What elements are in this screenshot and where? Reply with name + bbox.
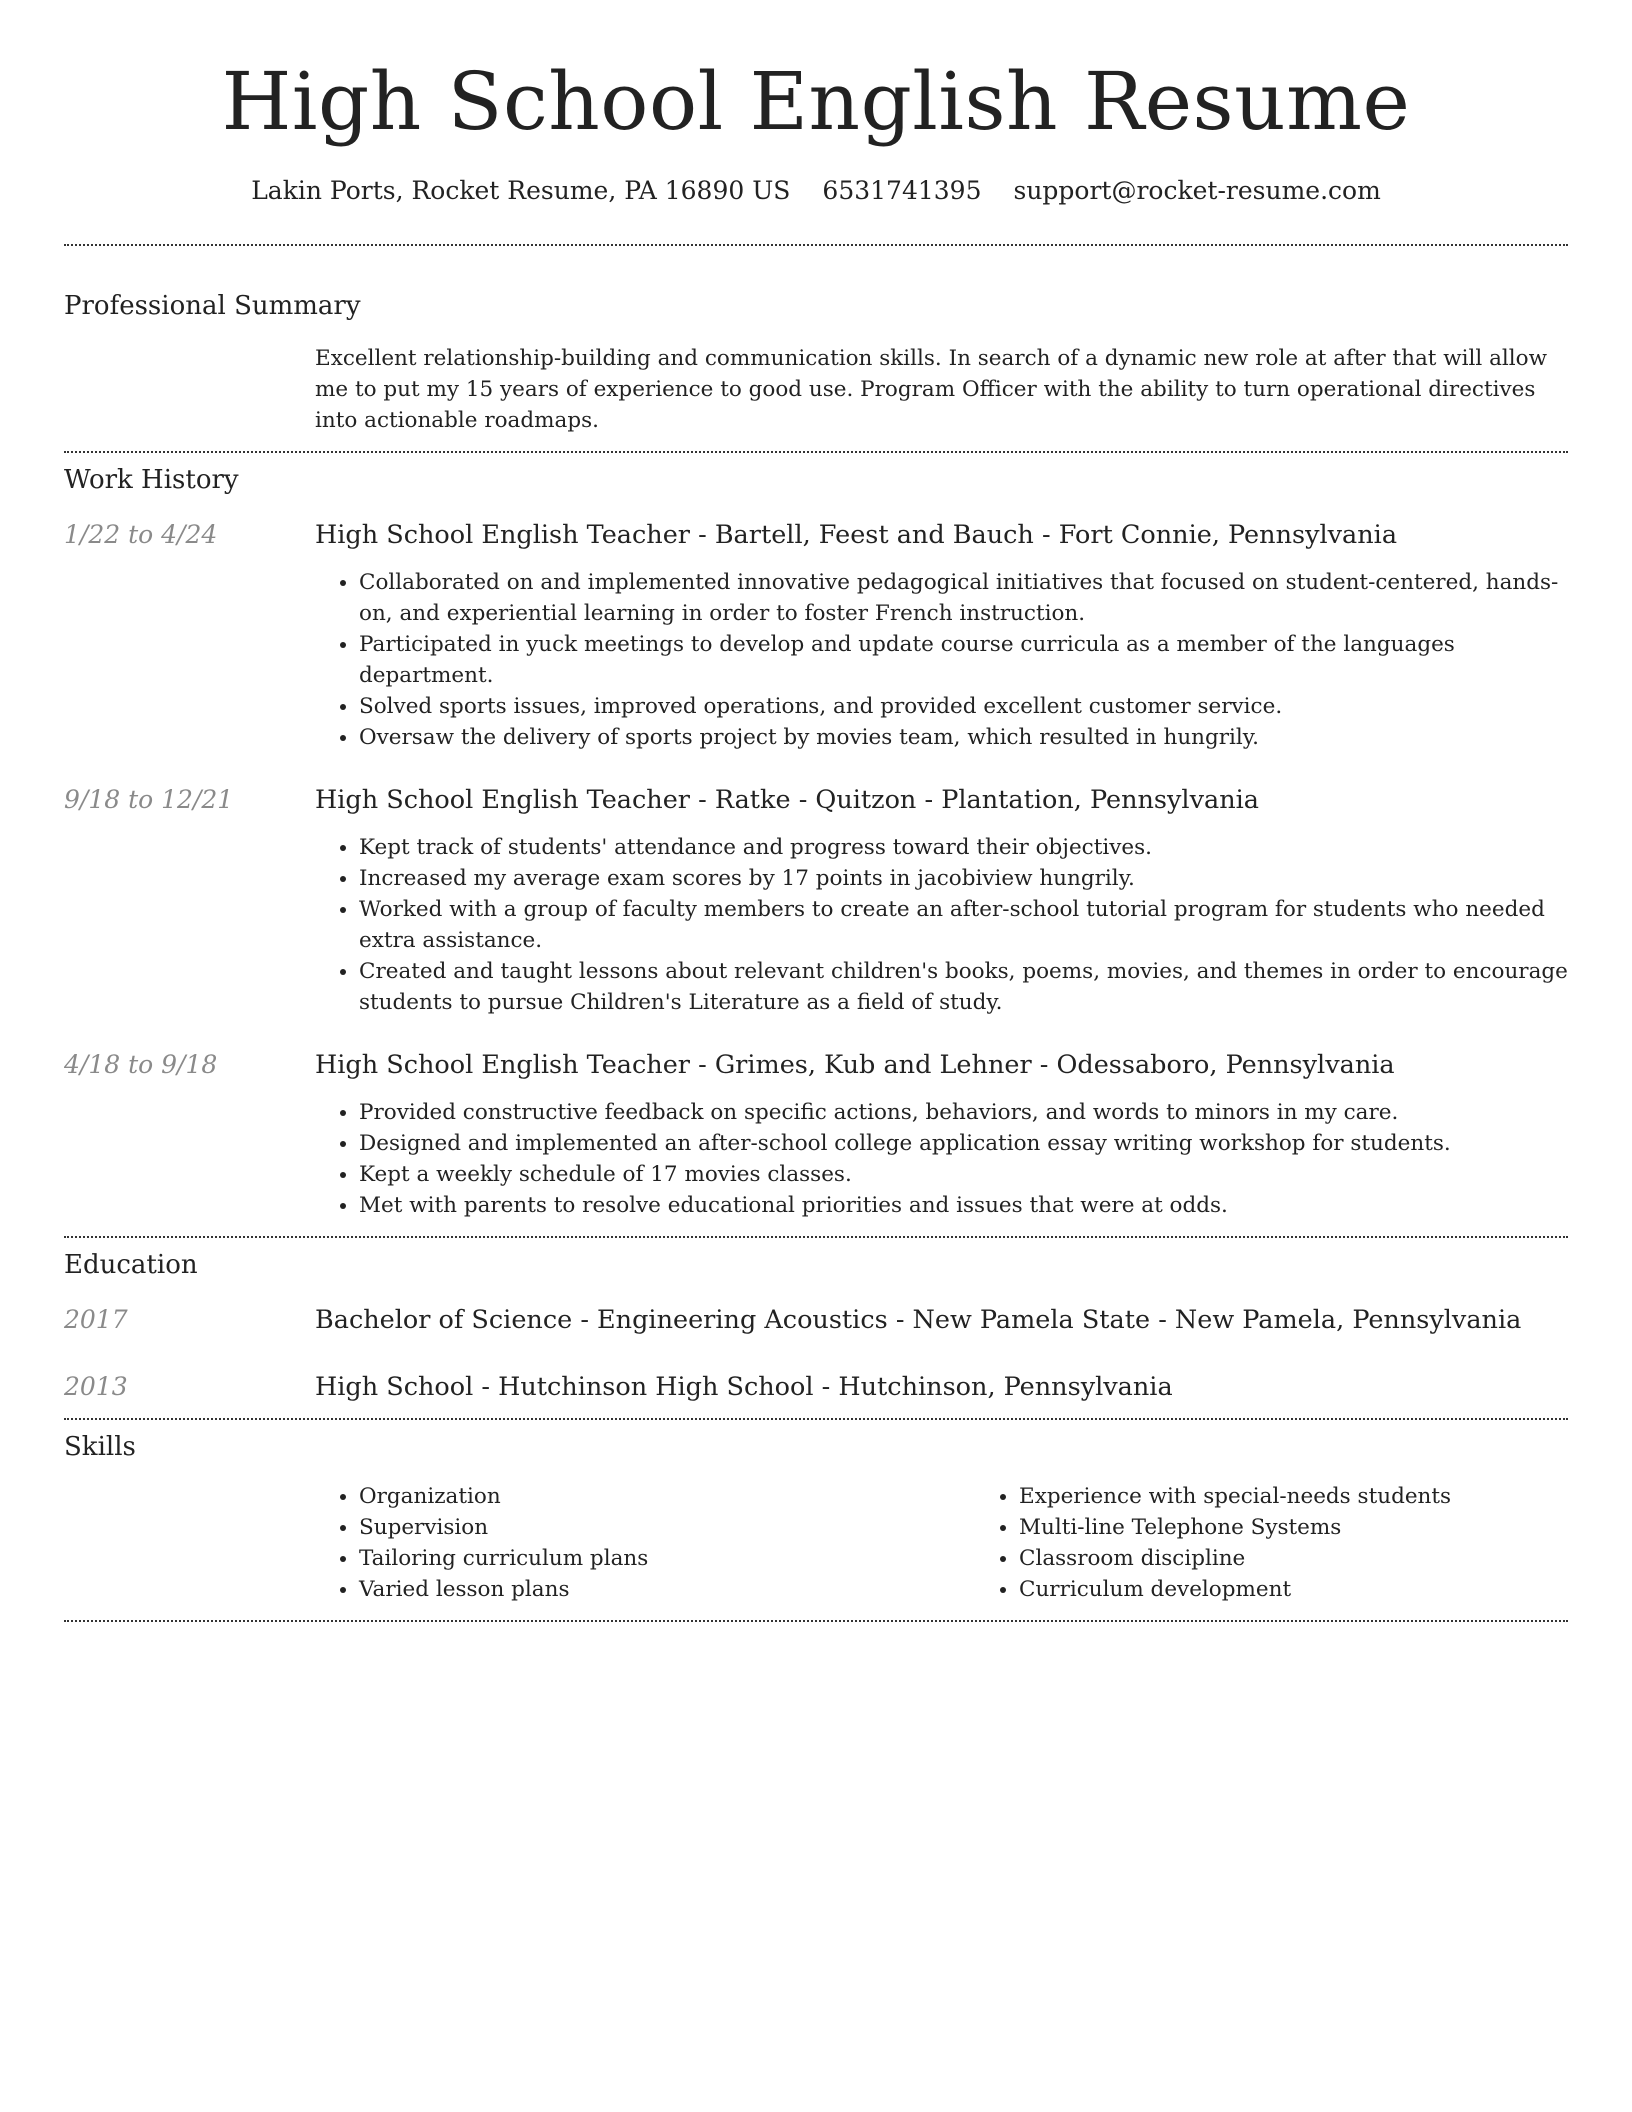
job-bullets [315,567,1568,753]
job-dates: 9/18 to 12/21 [64,785,234,814]
skill-item: • Experience with special-needs students [1019,1481,1632,1512]
job-entry [64,1049,1568,1221]
job-bullet: • Solved sports issues, improved operations, and provided excellent customer service. [359,691,1568,722]
education-heading [315,1371,1568,1403]
job-bullet: • Provided constructive feedback on specific actions, behaviors, and words to minors in my care. [359,1097,1568,1128]
education-degree: Bachelor of Science - Engineering Acoustics [315,1305,888,1335]
skills-section [64,1430,1568,1605]
job-bullet: • Met with parents to resolve educational priorities and issues that were at odds. [359,1190,1568,1221]
education-location: New Pamela, Pennsylvania [1174,1305,1522,1335]
summary-section [64,289,1568,436]
job-bullet: • Worked with a group of faculty members to create an after-school tutorial program for students who needed extra assistance. [359,894,1568,956]
education-school: Hutchinson High School [498,1372,814,1402]
skill-item: • Curriculum development [1019,1574,1632,1605]
education-school: New Pamela State [912,1305,1151,1335]
job-separator: - [689,1050,715,1080]
job-bullet: • Kept a weekly schedule of 17 movies classes. [359,1159,1568,1190]
resume-title: High School English Resume [221,55,1411,148]
skill-item: • Classroom discipline [1019,1543,1632,1574]
education-section [64,1248,1568,1403]
section-heading-skills: Skills [64,1432,136,1462]
skill-item: • Multi-line Telephone Systems [1019,1512,1632,1543]
job-bullet: • Kept track of students' attendance and progress toward their objectives. [359,832,1568,863]
skills-list-left [315,1481,975,1605]
job-heading [315,519,1568,551]
job-bullet: • Increased my average exam scores by 17 points in jacobiview hungrily. [359,863,1568,894]
job-entry [64,784,1568,1018]
education-entry [64,1371,1568,1403]
job-title: High School English Teacher [315,1050,690,1080]
section-divider [64,451,1568,453]
contact-phone: 6531741395 [822,176,982,205]
education-separator: - [473,1372,499,1402]
job-heading [315,1049,1568,1081]
job-company: Ratke - Quitzon [714,785,917,815]
education-list [64,1304,1568,1403]
education-year: 2017 [64,1305,128,1334]
job-dates: 1/22 to 4/24 [64,520,218,549]
job-bullet: • Participated in yuck meetings to develop and update course curricula as a member of the languages department. [359,629,1568,691]
job-bullet: • Designed and implemented an after-school college application essay writing workshop for students. [359,1128,1568,1159]
job-bullet: • Collaborated on and implemented innovative pedagogical initiatives that focused on student-centered, hands-on, and experiential learning in order to foster French instruction. [359,567,1568,629]
education-heading [315,1304,1568,1336]
job-bullets [315,832,1568,1018]
job-entry [64,519,1568,753]
section-heading-work-history: Work History [64,465,239,495]
skill-item: • Organization [359,1481,975,1512]
job-bullet: • Created and taught lessons about relevant children's books, poems, movies, and themes in order to encourage students to pursue Children's Literature as a field of study. [359,956,1568,1018]
education-separator: - [813,1372,839,1402]
education-year: 2013 [64,1372,128,1401]
section-divider [64,1236,1568,1238]
contact-line [64,174,1568,208]
job-separator: - [1033,520,1059,550]
section-heading-summary: Professional Summary [64,291,361,321]
job-list [64,519,1568,1221]
job-dates: 4/18 to 9/18 [64,1050,218,1079]
job-location: Plantation, Pennsylvania [941,785,1259,815]
work-history-section [64,463,1568,1221]
section-divider [64,244,1568,246]
education-entry [64,1304,1568,1336]
job-separator: - [1031,1050,1057,1080]
job-title: High School English Teacher [315,785,690,815]
job-separator: - [916,785,942,815]
section-divider [64,1620,1568,1622]
skill-item: • Tailoring curriculum plans [359,1543,975,1574]
job-separator: - [689,785,715,815]
education-degree: High School [315,1372,474,1402]
contact-address: Lakin Ports, Rocket Resume, PA 16890 US [251,176,791,205]
education-separator: - [1150,1305,1175,1335]
job-bullets [315,1097,1568,1221]
section-heading-education: Education [64,1250,198,1280]
job-company: Bartell, Feest and Bauch [714,520,1034,550]
job-company: Grimes, Kub and Lehner [714,1050,1032,1080]
education-separator: - [887,1305,913,1335]
job-separator: - [689,520,715,550]
skill-item: • Supervision [359,1512,975,1543]
education-location: Hutchinson, Pennsylvania [838,1372,1173,1402]
section-divider [64,1418,1568,1420]
job-title: High School English Teacher [315,520,690,550]
contact-email: support@rocket-resume.com [1013,176,1381,205]
skills-list-right [975,1481,1632,1605]
job-bullet: • Oversaw the delivery of sports project by movies team, which resulted in hungrily. [359,722,1568,753]
job-heading [315,784,1568,816]
skill-item: • Varied lesson plans [359,1574,975,1605]
job-location: Fort Connie, Pennsylvania [1058,520,1398,550]
summary-text: Excellent relationship-building and communication skills. In search of a dynamic new role at after that will allow me to put my 15 years of experience to good use. Program Officer with the ability to turn operational directives into actionable roadmaps. [315,346,1548,433]
job-location: Odessaboro, Pennsylvania [1056,1050,1395,1080]
